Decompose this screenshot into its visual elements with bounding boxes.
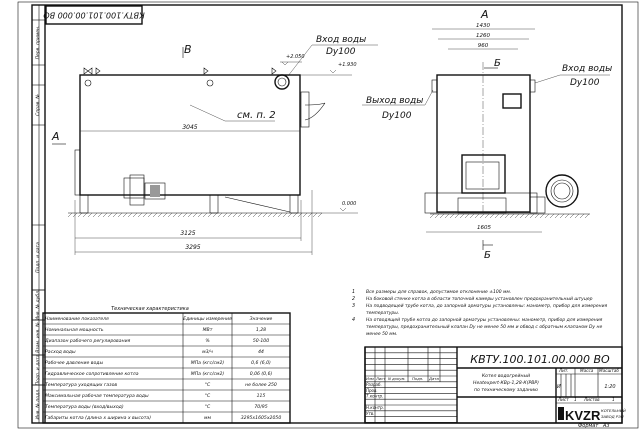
front-inlet-size: Dy100 bbox=[570, 78, 600, 88]
table-cell: Диапазон рабочего регулирования bbox=[45, 339, 131, 344]
format-value: А3 bbox=[603, 423, 610, 429]
lit-label: Лит. bbox=[559, 368, 569, 373]
margin-label: Подп. и дата bbox=[36, 242, 41, 273]
table-cell: Максимальная рабочая температура воды bbox=[45, 394, 149, 399]
sheet-value: 1 bbox=[574, 397, 577, 402]
note-number: 3 bbox=[352, 304, 356, 309]
note-line: температуры, предохранительный клапан Dy не менее 50 мм и обвод с обратным клапаном Dy не bbox=[366, 325, 603, 330]
view-label-a: А bbox=[481, 8, 489, 21]
title-role: Утв. bbox=[366, 411, 375, 416]
table-cell: 115 bbox=[256, 394, 266, 399]
table-cell: Температура уходящих газов bbox=[45, 383, 118, 388]
boiler-front bbox=[437, 75, 530, 212]
level-mid: +1.930 bbox=[338, 62, 357, 68]
title-role: Н.контр. bbox=[366, 405, 384, 411]
margin-label: Инв. № дубл. bbox=[36, 289, 41, 321]
note-line: На подводящей трубе котла, до запорной арматуры установлены: манометр, прибор для измерения bbox=[366, 304, 608, 309]
table-cell: Номинальная мощность bbox=[45, 328, 104, 333]
dim-960: 960 bbox=[477, 43, 489, 49]
lit-value: И bbox=[557, 384, 561, 390]
note-line: менее 50 мм. bbox=[366, 332, 398, 337]
note-line: Все размеры для справок, допустимое отклонение ±100 мм. bbox=[366, 290, 512, 295]
table-cell: не более 250 bbox=[245, 383, 277, 388]
note-line: температуры. bbox=[366, 311, 400, 316]
format-label: Формат bbox=[578, 423, 599, 429]
table-cell: МПа (кгс/см2) bbox=[190, 372, 225, 377]
table-cell: м3/ч bbox=[202, 350, 213, 355]
dim-1260: 1260 bbox=[476, 33, 490, 39]
level-zero: 0.000 bbox=[342, 201, 357, 207]
rotated-designation: КВТУ.100.101.00.000 ВО bbox=[43, 10, 145, 20]
note-line: На отводящей трубе котла до запорной арматуры установлены: манометр, прибор для измерения bbox=[366, 318, 603, 323]
dim-3045: 3045 bbox=[182, 124, 198, 131]
table-cell: °С bbox=[204, 383, 211, 388]
table-header: Наименование показателя bbox=[45, 317, 109, 322]
title-col-header: N докум. bbox=[388, 376, 406, 381]
table-cell: °С bbox=[204, 405, 211, 410]
company-name: КОТЕЛЬНЫЙ bbox=[601, 408, 626, 413]
title-role: Т.контр. bbox=[366, 393, 384, 399]
table-cell: Рабочее давление воды bbox=[45, 361, 104, 366]
table-cell: МПа (кгс/см2) bbox=[190, 361, 225, 366]
table-cell: Гидравлическое сопротивление котла bbox=[45, 372, 139, 377]
title-col-header: Дата bbox=[429, 376, 439, 381]
outlet-size: Dy100 bbox=[382, 111, 412, 121]
title-col-header: Изм bbox=[366, 376, 374, 381]
title-col-header: Подп. bbox=[412, 376, 424, 381]
level-top: +2.050 bbox=[286, 54, 305, 60]
table-cell: МВт bbox=[202, 328, 213, 333]
table-cell: Габариты котла (длина x ширина x высота) bbox=[45, 416, 152, 421]
table-header: Единицы измерения bbox=[183, 317, 232, 322]
company-logo: KVZR bbox=[565, 408, 601, 423]
title-designation: КВТУ.100.101.00.000 ВО bbox=[470, 353, 610, 366]
margin-label: Инв. № подл. bbox=[36, 388, 41, 420]
section-label-b-top: Б bbox=[494, 58, 501, 69]
sheets-label: Листов bbox=[584, 397, 600, 402]
title-role: Пров. bbox=[366, 387, 378, 393]
table-cell: Расход воды bbox=[45, 350, 76, 355]
table-cell: °С bbox=[204, 394, 211, 399]
table-cell: 50-100 bbox=[252, 339, 270, 344]
dim-1430: 1430 bbox=[476, 23, 490, 29]
front-inlet-label: Вход воды bbox=[562, 64, 613, 74]
sheets-value: 1 bbox=[612, 397, 615, 402]
tech-table bbox=[43, 306, 290, 423]
product-name: Котел водогрейный bbox=[481, 374, 531, 379]
company-name: ЗАВОД РЭП bbox=[601, 414, 624, 419]
boiler-body bbox=[80, 75, 300, 195]
margin-label: Перв. примен. bbox=[36, 25, 41, 60]
scale-label: Масштаб bbox=[599, 368, 619, 373]
table-cell: 3295x1605x2050 bbox=[240, 416, 282, 421]
table-cell: мм bbox=[204, 416, 211, 421]
note-number: 4 bbox=[352, 318, 356, 323]
outlet-label: Выход воды bbox=[366, 96, 424, 106]
note-number: 2 bbox=[352, 297, 356, 302]
inlet-size: Dy100 bbox=[326, 47, 356, 57]
section-label-b-bottom: Б bbox=[484, 250, 491, 261]
margin-label: Взам. инв. № bbox=[36, 322, 41, 353]
view-label-b: В bbox=[184, 43, 192, 56]
title-role: Разраб. bbox=[366, 382, 382, 387]
note-reference: см. п. 2 bbox=[237, 110, 276, 121]
table-cell: 0,06 (0,6) bbox=[249, 372, 273, 377]
table-header: Значение bbox=[249, 317, 273, 322]
margin-label: Справ. № bbox=[36, 94, 41, 116]
table-cell: 1,28 bbox=[255, 328, 267, 333]
table-cell: % bbox=[205, 339, 210, 344]
title-block bbox=[365, 347, 626, 423]
note-number: 1 bbox=[352, 290, 356, 295]
inlet-label: Вход воды bbox=[316, 35, 367, 45]
table-cell: 70/95 bbox=[254, 405, 268, 410]
product-name: Heatexpert-КВр-1,28-К(РВР) bbox=[473, 381, 539, 386]
table-cell: Температура воды (вход/выход) bbox=[45, 405, 124, 410]
product-name: по техническому заданию bbox=[474, 388, 538, 393]
dim-3125: 3125 bbox=[180, 230, 196, 237]
water-inlet-flange bbox=[275, 75, 289, 89]
section-label-a: А bbox=[52, 130, 60, 143]
front-view bbox=[362, 8, 612, 261]
table-cell: 44 bbox=[258, 350, 264, 355]
note-line: На боковой стенке котла в области топочной камеры установлен предохранительный штуцер bbox=[366, 297, 593, 302]
sheet-label: Лист bbox=[558, 397, 569, 402]
side-view bbox=[51, 35, 378, 255]
scale-value: 1:20 bbox=[604, 384, 616, 390]
furnace-door bbox=[462, 155, 505, 193]
title-col-header: Лист bbox=[376, 376, 386, 381]
dim-3295: 3295 bbox=[185, 244, 201, 251]
notes bbox=[352, 289, 608, 337]
table-cell: 0,6 (6,0) bbox=[251, 361, 271, 366]
dim-1605: 1605 bbox=[477, 225, 491, 231]
margin-label: Подп. и дата bbox=[36, 354, 41, 386]
mass-label: Масса bbox=[580, 368, 594, 373]
tech-table-title: Техническая характеристика bbox=[111, 306, 189, 312]
